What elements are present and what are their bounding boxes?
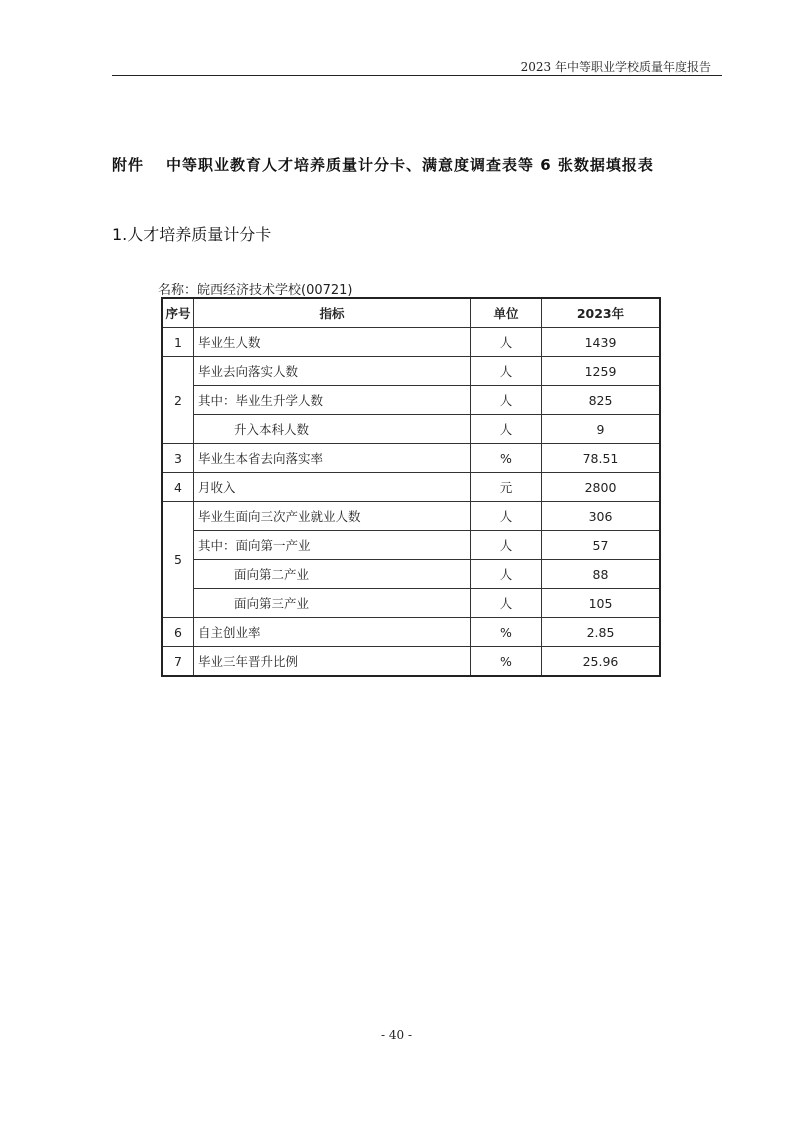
row-unit: 元 [471, 473, 542, 502]
table-row [162, 473, 660, 502]
running-header: 2023 年中等职业学校质量年度报告 [520, 60, 711, 74]
row-value: 25.96 [542, 647, 661, 677]
header-indicator: 指标 [194, 298, 471, 328]
table-row [162, 357, 660, 386]
row-value: 306 [542, 502, 661, 531]
row-value: 57 [542, 531, 661, 560]
row-indicator: 毕业生面向三次产业就业人数 [194, 502, 471, 531]
school-name: 名称：皖西经济技术学校(00721) [158, 283, 353, 298]
row-no: 3 [162, 444, 194, 473]
table-row [162, 386, 660, 415]
row-unit: 人 [471, 502, 542, 531]
row-no: 2 [162, 357, 194, 444]
attachment-title [112, 154, 654, 175]
row-unit: % [471, 618, 542, 647]
row-unit: % [471, 444, 542, 473]
row-indicator: 其中：面向第一产业 [194, 531, 471, 560]
row-value: 825 [542, 386, 661, 415]
row-indicator: 其中：毕业生升学人数 [194, 386, 471, 415]
row-value: 9 [542, 415, 661, 444]
row-value: 105 [542, 589, 661, 618]
row-unit: 人 [471, 386, 542, 415]
row-value: 2.85 [542, 618, 661, 647]
row-indicator: 毕业生本省去向落实率 [194, 444, 471, 473]
table-row [162, 415, 660, 444]
row-value: 1259 [542, 357, 661, 386]
page-number: - 40 - [380, 1028, 412, 1042]
score-card-table [161, 297, 661, 677]
row-unit: 人 [471, 560, 542, 589]
header-unit: 单位 [471, 298, 542, 328]
table-row [162, 444, 660, 473]
header-rule [112, 75, 722, 76]
row-indicator: 面向第三产业 [194, 589, 471, 618]
row-indicator: 面向第二产业 [194, 560, 471, 589]
row-no: 6 [162, 618, 194, 647]
table-header-row [162, 298, 660, 328]
row-indicator: 月收入 [194, 473, 471, 502]
row-unit: 人 [471, 589, 542, 618]
row-unit: 人 [471, 328, 542, 357]
row-unit: 人 [471, 531, 542, 560]
row-indicator: 毕业去向落实人数 [194, 357, 471, 386]
table-row [162, 589, 660, 618]
row-unit: % [471, 647, 542, 677]
section-title: 1.人才培养质量计分卡 [112, 225, 272, 244]
row-unit: 人 [471, 357, 542, 386]
table-row [162, 531, 660, 560]
attachment-label: 附件 [112, 156, 145, 174]
row-value: 1439 [542, 328, 661, 357]
row-indicator: 毕业三年晋升比例 [194, 647, 471, 677]
row-no: 7 [162, 647, 194, 677]
row-value: 2800 [542, 473, 661, 502]
row-unit: 人 [471, 415, 542, 444]
row-no: 1 [162, 328, 194, 357]
header-no: 序号 [162, 298, 194, 328]
row-indicator: 升入本科人数 [194, 415, 471, 444]
table-row [162, 328, 660, 357]
table-row [162, 560, 660, 589]
table-row [162, 647, 660, 677]
row-indicator: 自主创业率 [194, 618, 471, 647]
row-indicator: 毕业生人数 [194, 328, 471, 357]
row-value: 78.51 [542, 444, 661, 473]
row-no: 5 [162, 502, 194, 618]
header-year: 2023年 [542, 298, 661, 328]
row-no: 4 [162, 473, 194, 502]
attachment-title-text: 中等职业教育人才培养质量计分卡、满意度调查表等 6 张数据填报表 [166, 156, 654, 174]
table-row [162, 618, 660, 647]
row-value: 88 [542, 560, 661, 589]
table-row [162, 502, 660, 531]
